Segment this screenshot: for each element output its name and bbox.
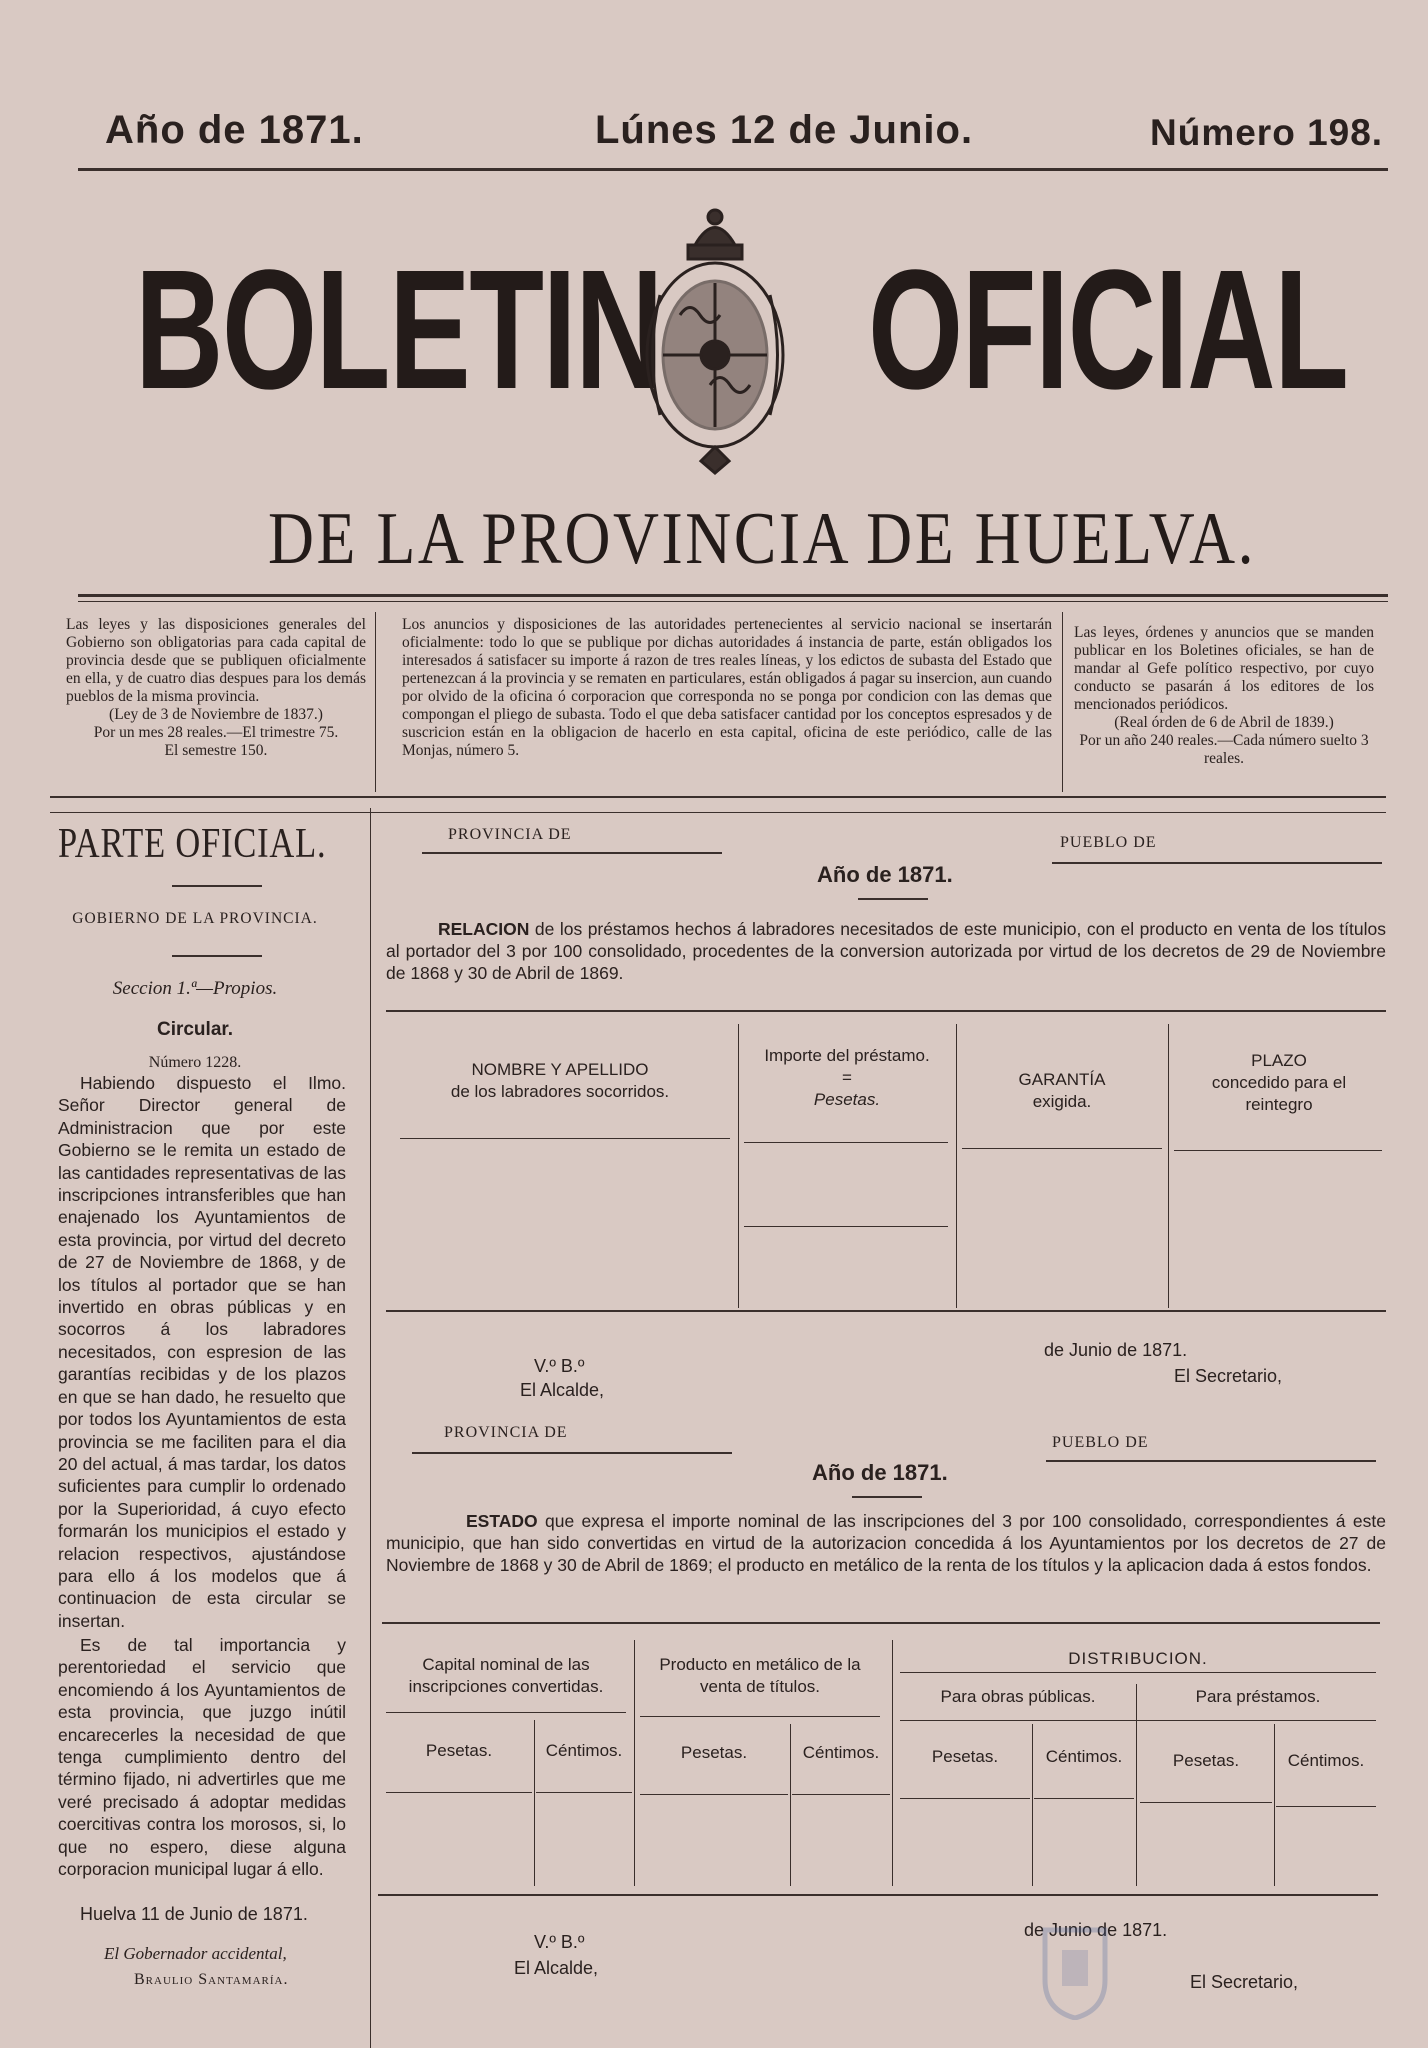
- form2-pueblo-line: [1046, 1460, 1376, 1462]
- issue-year: Año de 1871.: [105, 108, 364, 152]
- form2-distribucion-header: DISTRIBUCION.: [1068, 1649, 1208, 1668]
- form2-capital-line: [386, 1712, 626, 1713]
- form2-fecha: de Junio de 1871.: [1024, 1920, 1168, 1940]
- masthead-subtitle: DE LA PROVINCIA DE HUELVA.: [268, 498, 1257, 580]
- form2-divider-2: [892, 1640, 893, 1886]
- form1-header-line-1: [400, 1138, 730, 1139]
- circular-place-date: Huelva 11 de Junio de 1871.: [80, 1904, 308, 1924]
- form2-row-line-8: [1276, 1806, 1376, 1807]
- form2-row-line-3: [640, 1794, 788, 1795]
- circular-heading: Circular.: [156, 1019, 234, 1040]
- form1-table-top: [386, 1010, 1386, 1012]
- form1-col2-header: [744, 1045, 950, 1111]
- ornament-rule-2: [172, 953, 262, 959]
- notice-right-price: Por un año 240 reales.—Cada número suelto 3 reales.: [1079, 732, 1369, 767]
- form1-fecha: de Junio de 1871.: [1044, 1340, 1188, 1360]
- notice-left: [66, 616, 366, 760]
- form2-estado: [386, 1510, 1386, 1576]
- form2-estado-lead: ESTADO: [466, 1511, 538, 1531]
- notice-left-price1: Por un mes 28 reales.—El trimestre 75.: [93, 724, 339, 741]
- form1-table-bottom: [386, 1310, 1386, 1312]
- masthead-left: BOLETIN: [135, 235, 663, 425]
- form1-col3-title: GARANTÍA: [1018, 1070, 1106, 1089]
- form2-row-line-5: [900, 1798, 1030, 1799]
- header-rule: [78, 168, 1388, 171]
- form2-producto-centimos: Céntimos.: [802, 1743, 880, 1762]
- form2-provincia-line: [412, 1452, 732, 1454]
- notice-divider-1: [375, 612, 376, 792]
- subhead-rule-2: [78, 601, 1388, 602]
- form1-col-divider-3: [1168, 1024, 1169, 1308]
- form2-capital-header: Capital nominal de las inscripciones convertidas.: [408, 1655, 604, 1696]
- form2-estado-text: que expresa el importe nominal de las inscripciones del 3 por 100 consolidado, correspondientes á este municipio, que han sido convertidas en virtud de la autorizacion concedida á los Ayuntamientos por los decretos de 27 de Noviembre de 1868 y 30 de Abril de 1869; el producto en metálico de la renta de los títulos y la aplicacion dada á estos fondos.: [386, 1511, 1386, 1575]
- form2-producto-pesetas: Pesetas.: [680, 1743, 748, 1762]
- form2-table-top: [382, 1622, 1380, 1624]
- form2-row-line-6: [1034, 1798, 1134, 1799]
- masthead-right: OFICIAL: [868, 235, 1348, 425]
- notice-middle: Los anuncios y disposiciones de las autoridades pertenecientes al servicio nacional se insertarán oficialmente: todo lo que se publique por dichas autoridades á instancia de parte, están obligados los interesados á satisfacer su importe á razon de tres reales líneas, y los edictos de subasta del Estado que pertenezcan á la provincia y se rematen en particulares, están obligados á pagar su insercion, aun cuando por olvido de la oficina ó corporacion que corresponda no se ponga por condicion con las demas que compongan el pliego de subasta. Todo el que deba satisfacer cantidad por los conceptos espresados y de suscricion están en la obligacion de hacerlo en esta capital, oficina de este periódico, calle de las Monjas, número 5.: [402, 616, 1052, 759]
- form1-relacion-text: de los préstamos hechos á labradores necesitados de este municipio, con el producto en venta de los títulos al portador del 3 por 100 consolidado, procedentes de la conversion autorizada por virtud de los decretos de 29 de Noviembre de 1868 y 30 de Abril de 1869.: [386, 919, 1386, 983]
- form1-col3-header: [962, 1069, 1162, 1113]
- signer-name: Braulio Santamaría.: [134, 1971, 289, 1988]
- form2-secretario: El Secretario,: [1190, 1972, 1299, 1992]
- form2-capital-pesetas: Pesetas.: [425, 1741, 493, 1760]
- notices-rule-2: [50, 812, 1386, 813]
- form1-year: Año de 1871.: [817, 862, 953, 887]
- notice-left-price2: El semestre 150.: [164, 742, 268, 759]
- form1-col4-header: [1174, 1050, 1384, 1116]
- form1-provincia-line: [422, 852, 722, 854]
- form1-vb: V.º B.º: [534, 1356, 585, 1376]
- form1-col2-eq: =: [842, 1068, 852, 1087]
- form2-row-line-2: [536, 1792, 632, 1793]
- form2-divider-3: [1136, 1684, 1137, 1886]
- form1-col2-sub: Pesetas.: [813, 1090, 881, 1109]
- form1-header-line-3: [962, 1148, 1162, 1149]
- form1-col3-sub: exigida.: [1032, 1092, 1092, 1111]
- coat-of-arms-icon: [640, 205, 790, 475]
- signer-title: El Gobernador accidental,: [104, 1944, 287, 1963]
- form2-obras-pesetas: Pesetas.: [931, 1747, 999, 1766]
- form2-capital-centimos: Céntimos.: [545, 1741, 623, 1760]
- notice-right-text: Las leyes, órdenes y anuncios que se manden publicar en los Boletines oficiales, se han de mandar al Gefe político respectivo, por cuyo conducto se pasarán á los editores de los mencionados periódicos.: [1074, 624, 1374, 713]
- form1-ornament: [858, 896, 928, 902]
- form2-provincia-label: PROVINCIA DE: [444, 1424, 568, 1441]
- form1-header-line-2: [744, 1142, 948, 1143]
- notices-rule: [50, 796, 1386, 798]
- form2-row-line-7: [1140, 1802, 1272, 1803]
- circular-paragraph-2: Es de tal importancia y perentoriedad el servicio que encomiendo á los Ayuntamientos de esta provincia, que juzgo inútil encarecerles la necesidad de que tenga cumplimiento dentro del término fijado, ni advertirles que me veré precisado á adoptar medidas coercitivas contra los morosos, si, lo que no espero, diese alguna corporacion municipal lugar á ello.: [58, 1635, 346, 1880]
- form1-pueblo-line: [1052, 862, 1382, 864]
- form2-obras-centimos: Céntimos.: [1045, 1747, 1123, 1766]
- form1-col4-sub2: reintegro: [1245, 1095, 1313, 1114]
- notice-right-ref: (Real órden de 6 de Abril de 1839.): [1114, 714, 1334, 731]
- form1-pueblo-label: PUEBLO DE: [1060, 834, 1157, 851]
- notice-left-ref: (Ley de 3 de Noviembre de 1837.): [109, 706, 323, 723]
- form1-col4-sub1: concedido para el: [1211, 1073, 1347, 1092]
- form2-ornament: [852, 1494, 922, 1500]
- form2-table-bottom: [378, 1894, 1378, 1896]
- form2-producto-header: Producto en metálico de la venta de títulos.: [659, 1655, 861, 1696]
- form1-provincia-label: PROVINCIA DE: [448, 826, 572, 843]
- gobierno-heading: GOBIERNO DE LA PROVINCIA.: [72, 910, 318, 927]
- notice-right: [1074, 624, 1374, 768]
- form1-col1-sub: de los labradores socorridos.: [450, 1082, 670, 1101]
- form1-col4-title: PLAZO: [1251, 1051, 1307, 1070]
- form1-relacion-lead: RELACION: [438, 919, 530, 939]
- form2-row-line-4: [792, 1794, 890, 1795]
- form2-pueblo-label: PUEBLO DE: [1052, 1434, 1149, 1451]
- circular-number: Número 1228.: [148, 1054, 242, 1071]
- form1-total-line: [744, 1226, 948, 1227]
- form2-subdivider-2: [790, 1724, 791, 1886]
- form1-alcalde: El Alcalde,: [520, 1380, 605, 1400]
- form1-col-divider-2: [956, 1024, 957, 1308]
- form2-prestamos-centimos: Céntimos.: [1287, 1751, 1365, 1770]
- notice-divider-2: [1062, 612, 1063, 792]
- form1-col-divider-1: [738, 1024, 739, 1308]
- form2-subdivider-1: [534, 1720, 535, 1886]
- form2-distribucion-line: [900, 1672, 1376, 1673]
- form1-header-line-4: [1174, 1150, 1382, 1151]
- form1-col2-title: Importe del préstamo.: [764, 1046, 930, 1065]
- section-title: PARTE OFICIAL.: [58, 821, 327, 867]
- circular-paragraph-1: Habiendo dispuesto el Ilmo. Señor Director general de Administracion que por este Gobierno se le remita un estado de las cantidades representativas de las inscripciones intransferibles que han enajenado los Ayuntamientos de esta provincia, por virtud del decreto de 27 de Noviembre de 1868, y de los títulos al portador que se han invertido en obras públicas y en socorros á los labradores necesitados, con espresion de las garantías recibidas y de los plazos en que se han dado, he resuelto que por todos los Ayuntamientos de esta provincia se me faciliten para el dia 20 del actual, á mas tardar, los datos suficientes para cumplir lo ordenado por la Superioridad, á cuyo efecto formarán los municipios el estado y relacion respectivos, ajustándose para ello á los modelos que á continuacion de esta circular se insertan.: [58, 1073, 346, 1631]
- issue-date: Lúnes 12 de Junio.: [595, 108, 974, 152]
- form2-subdivider-3: [1032, 1724, 1033, 1886]
- form2-alcalde: El Alcalde,: [514, 1958, 599, 1978]
- form1-secretario: El Secretario,: [1174, 1366, 1283, 1386]
- form2-divider-1: [634, 1640, 635, 1886]
- form1-relacion: [386, 918, 1386, 984]
- form1-col1-title: NOMBRE Y APELLIDO: [471, 1060, 649, 1079]
- subhead-rule: [78, 594, 1388, 597]
- notice-left-text: Las leyes y las disposiciones generales del Gobierno son obligatorias para cada capital de provincia desde que se publiquen oficialmente en ella, y de cuatro dias despues para los demás pueblos de la misma provincia.: [66, 616, 366, 705]
- form2-year: Año de 1871.: [812, 1460, 948, 1485]
- ornament-rule: [172, 883, 262, 889]
- form2-row-line-1: [386, 1792, 532, 1793]
- column-divider: [370, 808, 371, 2048]
- form2-subdivider-4: [1274, 1724, 1275, 1886]
- form2-prestamos-pesetas: Pesetas.: [1172, 1751, 1240, 1770]
- form2-vb: V.º B.º: [534, 1932, 585, 1952]
- form2-producto-line: [640, 1716, 880, 1717]
- watermark-shield-icon: [1040, 1920, 1110, 2020]
- seccion-heading: Seccion 1.ª—Propios.: [112, 978, 278, 999]
- form2-prestamos-header: Para préstamos.: [1195, 1687, 1321, 1706]
- form2-sub-line: [900, 1720, 1376, 1721]
- issue-number: Número 198.: [1150, 112, 1384, 153]
- form1-col1-header: [400, 1059, 720, 1103]
- form2-obras-header: Para obras públicas.: [940, 1687, 1096, 1706]
